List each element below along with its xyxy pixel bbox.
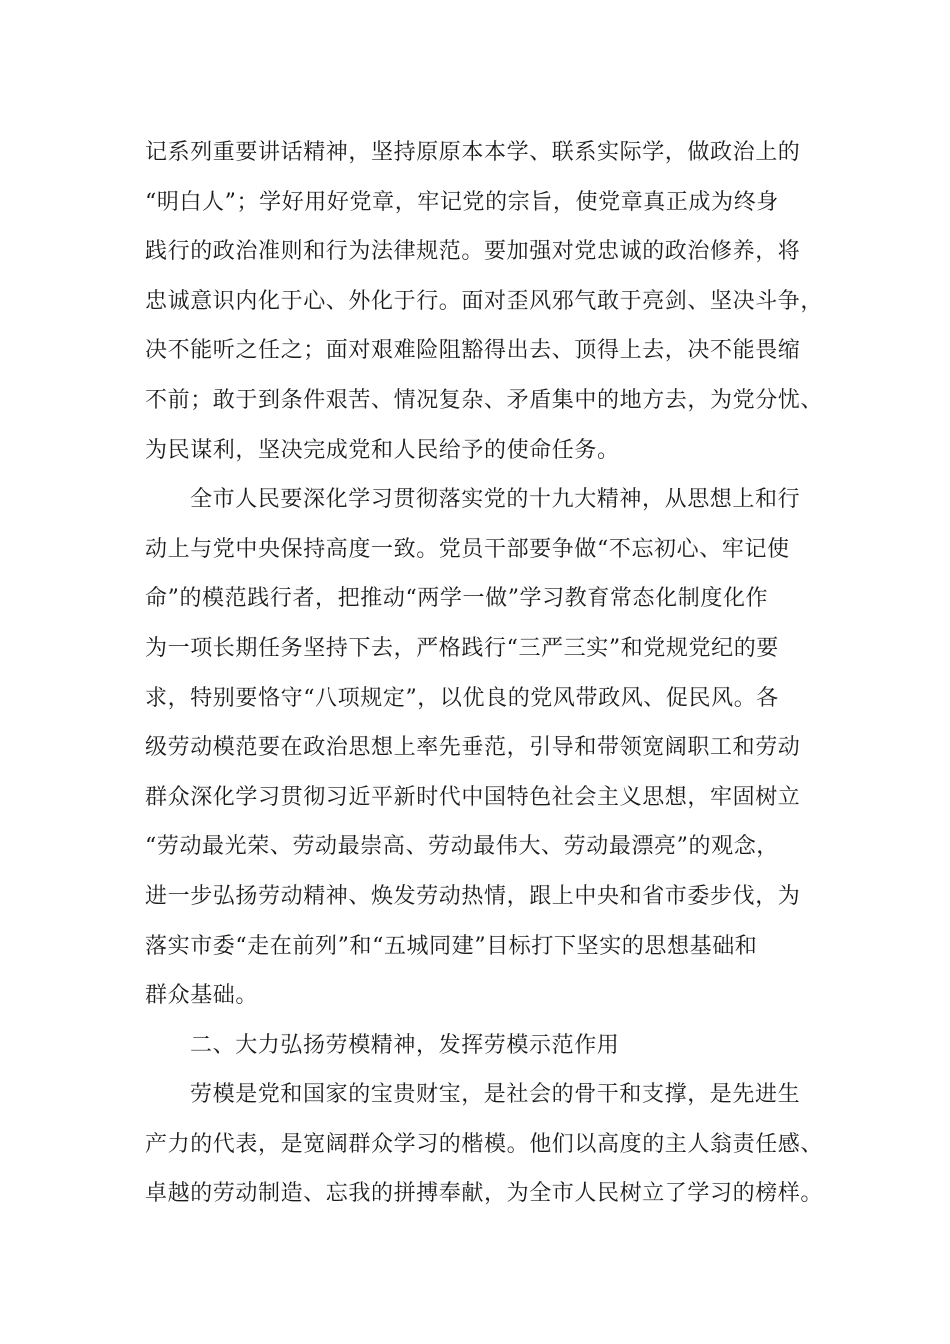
text-line: 劳模是党和国家的宝贵财宝，是社会的骨干和支撑，是先进生: [190, 1082, 801, 1108]
text-line: 为民谋利，坚决完成党和人民给予的使命任务。: [145, 437, 620, 463]
text-line: 为一项长期任务坚持下去，严格践行“三严三实”和党规党纪的要: [145, 635, 779, 661]
text-line: 群众深化学习贯彻习近平新时代中国特色社会主义思想，牢固树立: [145, 784, 801, 810]
text-line: 忠诚意识内化于心、外化于行。面对歪风邪气敢于亮剑、坚决斗争，: [145, 288, 824, 314]
text-line: “明白人”；学好用好党章，牢记党的宗旨，使党章真正成为终身: [145, 189, 779, 215]
text-line: 记系列重要讲话精神，坚持原原本本学、联系实际学，做政治上的: [145, 140, 801, 165]
text-line: 命”的模范践行者，把推动“两学一做”学习教育常态化制度化作: [145, 586, 769, 612]
text-line: 动上与党中央保持高度一致。党员干部要争做“不忘初心、牢记使: [145, 536, 790, 562]
text-line: 全市人民要深化学习贯彻落实党的十九大精神，从思想上和行: [190, 487, 801, 513]
text-line: “劳动最光荣、劳动最崇高、劳动最伟大、劳动最漂亮”的观念，: [145, 834, 779, 860]
text-line: 卓越的劳动制造、忘我的拼搏奉献，为全市人民树立了学习的榜样。: [145, 1181, 824, 1207]
text-line: 求，特别要恪守“八项规定”，以优良的党风带政风、促民风。各: [145, 685, 779, 711]
text-line: 产力的代表，是宽阔群众学习的楷模。他们以高度的主人翁责任感、: [145, 1131, 824, 1157]
paragraph-study-spirit: [145, 475, 815, 1021]
text-line: 落实市委“走在前列”和“五城同建”目标打下坚实的思想基础和: [145, 933, 758, 959]
paragraph-continued: [145, 128, 824, 475]
text-line: 进一步弘扬劳动精神、焕发劳动热情，跟上中央和省市委步伐，为: [145, 883, 801, 909]
text-line: 群众基础。: [145, 983, 259, 1009]
paragraph-model-workers: [145, 1070, 824, 1219]
document-body: [145, 128, 824, 1219]
text-line: 践行的政治准则和行为法律规范。要加强对党忠诚的政治修养，将: [145, 239, 801, 265]
section-heading: 二、大力弘扬劳模精神，发挥劳模示范作用: [190, 1032, 620, 1058]
text-line: 决不能听之任之；面对艰难险阻豁得出去、顶得上去，决不能畏缩: [145, 338, 801, 364]
text-line: 级劳动模范要在政治思想上率先垂范，引导和带领宽阔职工和劳动: [145, 735, 801, 761]
text-line: 不前；敢于到条件艰苦、情况复杂、矛盾集中的地方去，为党分忧、: [145, 387, 824, 413]
